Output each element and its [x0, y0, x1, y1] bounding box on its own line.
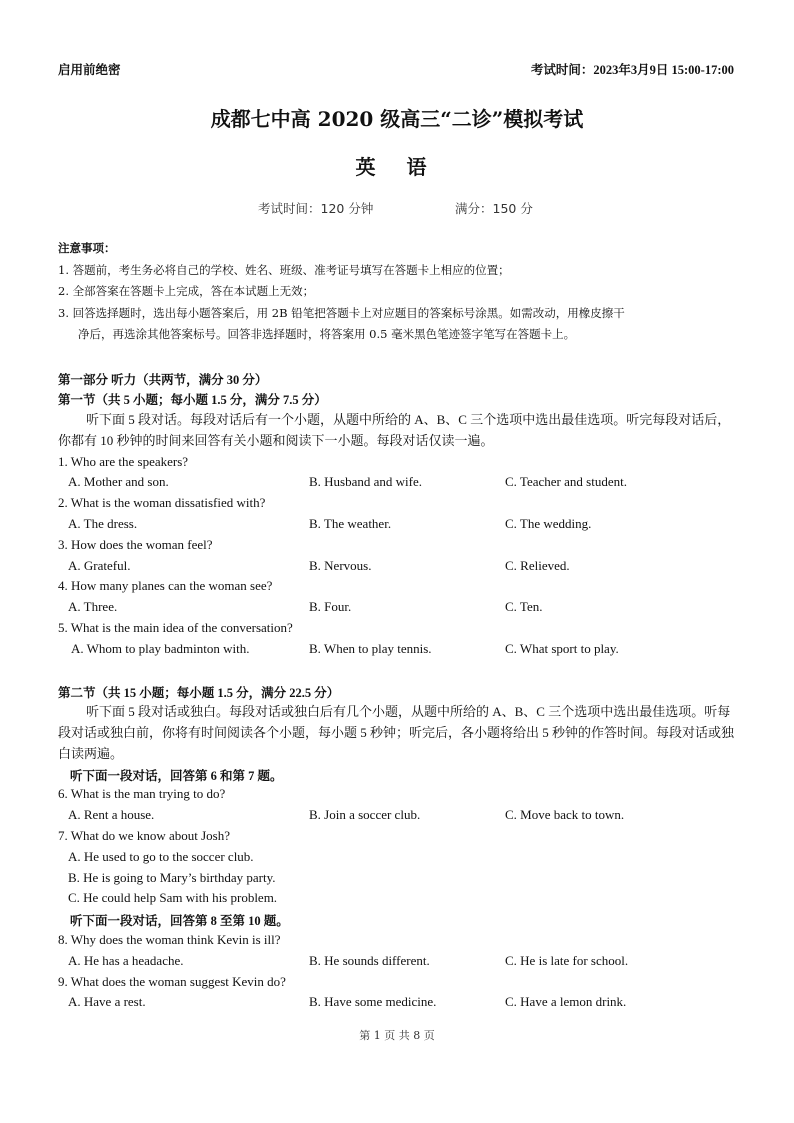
option-b: B. Join a soccer club.: [309, 807, 421, 822]
option-a: A. Three.: [68, 599, 118, 614]
option-b: B. Four.: [309, 599, 352, 614]
section-instructions: 听下面 5 段对话。每段对话后有一个小题，从题中所给的 A、B、C 三个选项中选出最佳选项。听完每段对话后，你都有 10 秒钟的时间来回答有关小题和阅读下一小题。每段对话仅读一遍。: [58, 412, 731, 448]
option-b: B. The weather.: [309, 516, 392, 531]
option-c: C. Move back to town.: [505, 807, 625, 822]
option-c: C. He is late for school.: [505, 953, 629, 968]
exam-datetime: 考试时间：2023年3月9日 15:00-17:00: [530, 63, 734, 77]
full-score: 满分：150 分: [455, 201, 533, 216]
option-a: A. Mother and son.: [68, 474, 169, 489]
question-text: 5. What is the main idea of the conversation?: [58, 620, 293, 635]
option-c: C. The wedding.: [505, 516, 592, 531]
notice-item: 2. 全部答案在答题卡上完成，答在本试题上无效；: [58, 284, 315, 298]
option-a: A. Grateful.: [68, 558, 131, 573]
notice-item: 3. 回答选择题时，选出每小题答案后，用 2B 铅笔把答题卡上对应题目的答案标号涂黑。如需改动，用橡皮擦干: [58, 306, 625, 320]
confidential-label: 启用前绝密: [58, 63, 121, 77]
option-a: A. Rent a house.: [68, 807, 155, 822]
question-text: 9. What does the woman suggest Kevin do?: [58, 974, 286, 989]
option-c: C. What sport to play.: [505, 641, 619, 656]
listening-prompt: 听下面一段对话，回答第 8 至第 10 题。: [70, 914, 289, 928]
option-c: C. Ten.: [505, 599, 543, 614]
notice-heading: 注意事项：: [58, 241, 116, 255]
option-c: C. Teacher and student.: [505, 474, 627, 489]
page-number: 第 1 页 共 8 页: [359, 1029, 435, 1042]
question-text: 4. How many planes can the woman see?: [58, 578, 273, 593]
question-text: 2. What is the woman dissatisfied with?: [58, 495, 266, 510]
question-text: 8. Why does the woman think Kevin is ill?: [58, 932, 281, 947]
question-text: 3. How does the woman feel?: [58, 537, 213, 552]
question-text: 7. What do we know about Josh?: [58, 828, 230, 843]
option-b: B. He is going to Mary’s birthday party.: [68, 870, 276, 885]
option-c: C. Relieved.: [505, 558, 570, 573]
part-heading: 第一部分 听力（共两节，满分 30 分）: [58, 373, 268, 387]
notice-item: 1. 答题前，考生务必将自己的学校、姓名、班级、准考证号填写在答题卡上相应的位置；: [58, 263, 510, 277]
option-a: A. He used to go to the soccer club.: [68, 849, 254, 864]
option-a: A. Have a rest.: [68, 994, 146, 1009]
notice-item: 净后，再选涂其他答案标号。回答非选择题时，将答案用 0.5 毫米黑色笔迹签字笔写在答题卡上。: [78, 327, 576, 341]
page-title: 成都七中高 2020 级高三“二诊”模拟考试: [210, 107, 584, 131]
listening-prompt: 听下面一段对话，回答第 6 和第 7 题。: [70, 769, 283, 783]
option-a: A. The dress.: [68, 516, 138, 531]
option-a: A. Whom to play badminton with.: [71, 641, 250, 656]
section-instructions: 听下面 5 段对话或独白。每段对话或独白后有几个小题，从题中所给的 A、B、C 三个选项中选出最佳选项。听每段对话或独白前，你将有时间阅读各个小题，每小题 5 秒钟；听完后，各小题将给出 5 秒钟的作答时间。每段对话或独白读两遍。: [58, 704, 735, 761]
section-heading: 第二节（共 15 小题；每小题 1.5 分，满分 22.5 分）: [58, 686, 340, 700]
option-b: B. Husband and wife.: [309, 474, 423, 489]
option-c: C. He could help Sam with his problem.: [68, 890, 278, 905]
option-a: A. He has a headache.: [68, 953, 184, 968]
option-b: B. When to play tennis.: [309, 641, 432, 656]
option-b: B. Nervous.: [309, 558, 372, 573]
question-text: 1. Who are the speakers?: [58, 454, 189, 469]
question-text: 6. What is the man trying to do?: [58, 786, 226, 801]
exam-duration: 考试时间：120 分钟: [258, 201, 374, 216]
option-c: C. Have a lemon drink.: [505, 994, 627, 1009]
section-heading: 第一节（共 5 小题；每小题 1.5 分，满分 7.5 分）: [58, 393, 327, 407]
option-b: B. He sounds different.: [309, 953, 430, 968]
subject-title: 英 语: [355, 155, 439, 179]
option-b: B. Have some medicine.: [309, 994, 437, 1009]
